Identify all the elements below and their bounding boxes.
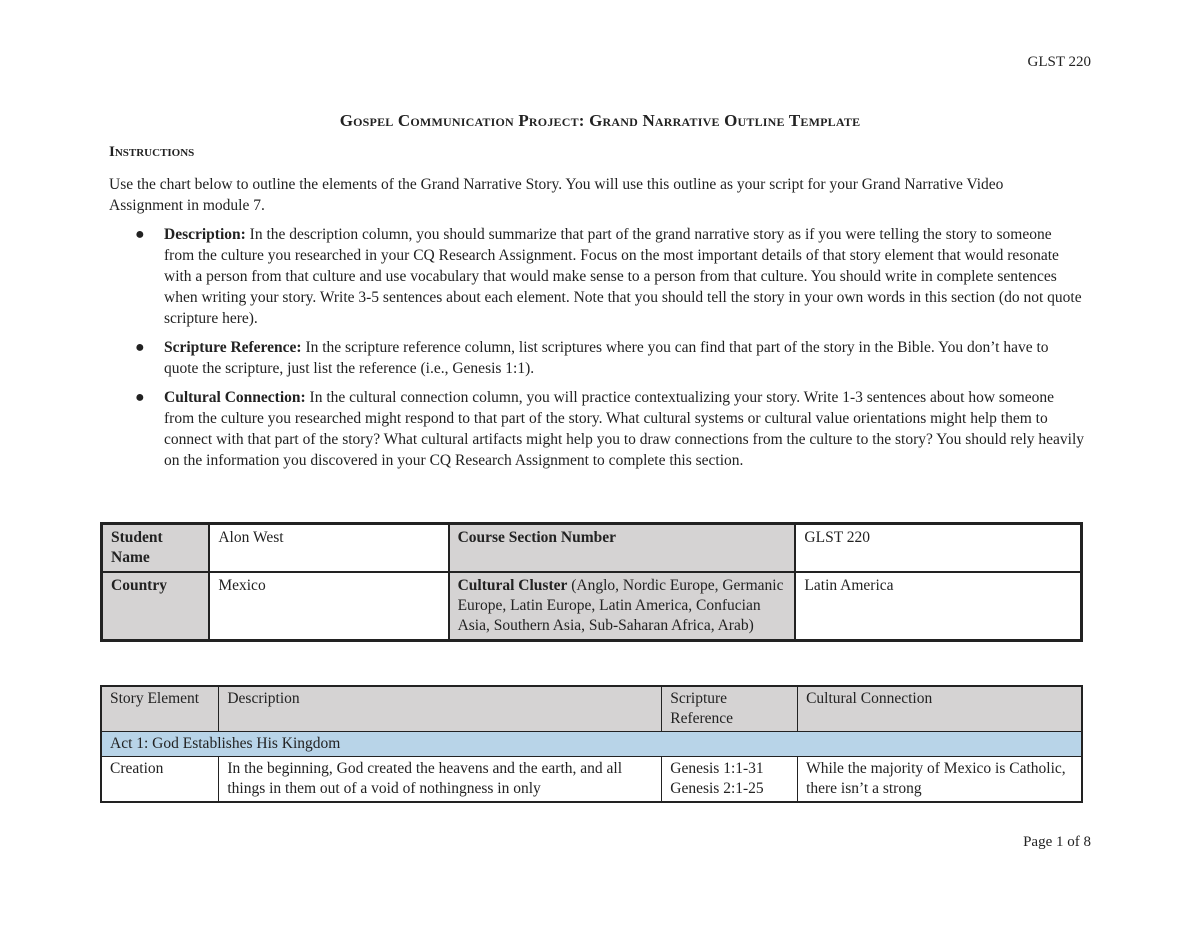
student-name-value[interactable]: Alon West xyxy=(209,524,448,573)
bullet-icon: ● xyxy=(135,339,145,356)
bullet-label: Description: xyxy=(164,226,246,243)
table-row xyxy=(102,572,1082,641)
bullet-label: Cultural Connection: xyxy=(164,389,306,406)
column-header-cultural-connection: Cultural Connection xyxy=(798,686,1082,732)
bullet-text: In the scripture reference column, list scriptures where you can find that part of the story in the Bible. You don’t have to quote the scripture, just list the reference (i.e., Genesis 1:1). xyxy=(164,339,1049,377)
bullet-icon: ● xyxy=(135,226,145,243)
instructions-list xyxy=(109,224,1084,479)
bullet-icon: ● xyxy=(135,389,145,406)
table-header-row xyxy=(101,686,1082,732)
act-title: Act 1: God Establishes His Kingdom xyxy=(101,732,1082,757)
list-item xyxy=(109,337,1084,379)
column-header-description: Description xyxy=(219,686,662,732)
country-value[interactable]: Mexico xyxy=(209,572,448,641)
column-header-story-element: Story Element xyxy=(101,686,219,732)
course-section-value[interactable]: GLST 220 xyxy=(795,524,1081,573)
scripture-reference-cell[interactable] xyxy=(662,757,798,803)
scripture-line: Genesis 2:1-25 xyxy=(670,780,764,797)
bullet-label: Scripture Reference: xyxy=(164,339,302,356)
page-title: Gospel Communication Project: Grand Narrative Outline Template xyxy=(339,111,861,130)
scripture-line: Genesis 1:1-31 xyxy=(670,760,764,777)
table-row xyxy=(101,757,1082,803)
cultural-cluster-value[interactable]: Latin America xyxy=(795,572,1081,641)
list-item xyxy=(109,224,1084,329)
cultural-connection-cell[interactable]: While the majority of Mexico is Catholic, there isn’t a strong xyxy=(798,757,1082,803)
description-cell[interactable]: In the beginning, God created the heavens and the earth, and all things in them out of a void of nothingness in only xyxy=(219,757,662,803)
list-item xyxy=(109,387,1084,471)
act-row xyxy=(101,732,1082,757)
bullet-text: In the cultural connection column, you will practice contextualizing your story. Write 1-3 sentences about how someone from the culture you researched might respond to that part of the story. What cultural systems or cultural value orientations might help them to connect with that part of the story? What cultural artifacts might help you to draw connections from the culture to the story? You should rely heavily on the information you discovered in your CQ Research Assignment to complete this section. xyxy=(164,389,1085,469)
column-header-scripture-reference: Scripture Reference xyxy=(662,686,798,732)
instructions-heading: Instructions xyxy=(109,144,195,160)
country-label: Country xyxy=(102,572,210,641)
cultural-cluster-label-cell xyxy=(449,572,796,641)
cultural-cluster-hint: (Anglo, Nordic Europe, Germanic Europe, Latin Europe, Latin America, Confucian Asia, Southern Asia, Sub-Saharan Africa, Arab) xyxy=(457,577,784,634)
student-info-table xyxy=(100,522,1083,642)
bullet-text: In the description column, you should summarize that part of the grand narrative story as if you were telling the story to someone from the culture you researched in your CQ Research Assignment. Focus on the most important details of that story element that would resonate with a person from that culture and use vocabulary that would make sense to a person from that culture. You should write in complete sentences when writing your story. Write 3-5 sentences about each element. Note that you should tell the story in your own words in this section (do not quote scripture here). xyxy=(164,226,1082,327)
cultural-cluster-label: Cultural Cluster xyxy=(457,577,568,594)
story-element-cell[interactable]: Creation xyxy=(101,757,219,803)
course-section-label: Course Section Number xyxy=(449,524,796,573)
page-header-course-code: GLST 220 xyxy=(1027,54,1091,70)
student-name-label: Student Name xyxy=(102,524,210,573)
story-outline-table xyxy=(100,685,1083,803)
instructions-intro: Use the chart below to outline the elements of the Grand Narrative Story. You will use this outline as your script for your Grand Narrative Video Assignment in module 7. xyxy=(109,176,1004,214)
page-number: Page 1 of 8 xyxy=(1023,834,1091,850)
table-row xyxy=(102,524,1082,573)
